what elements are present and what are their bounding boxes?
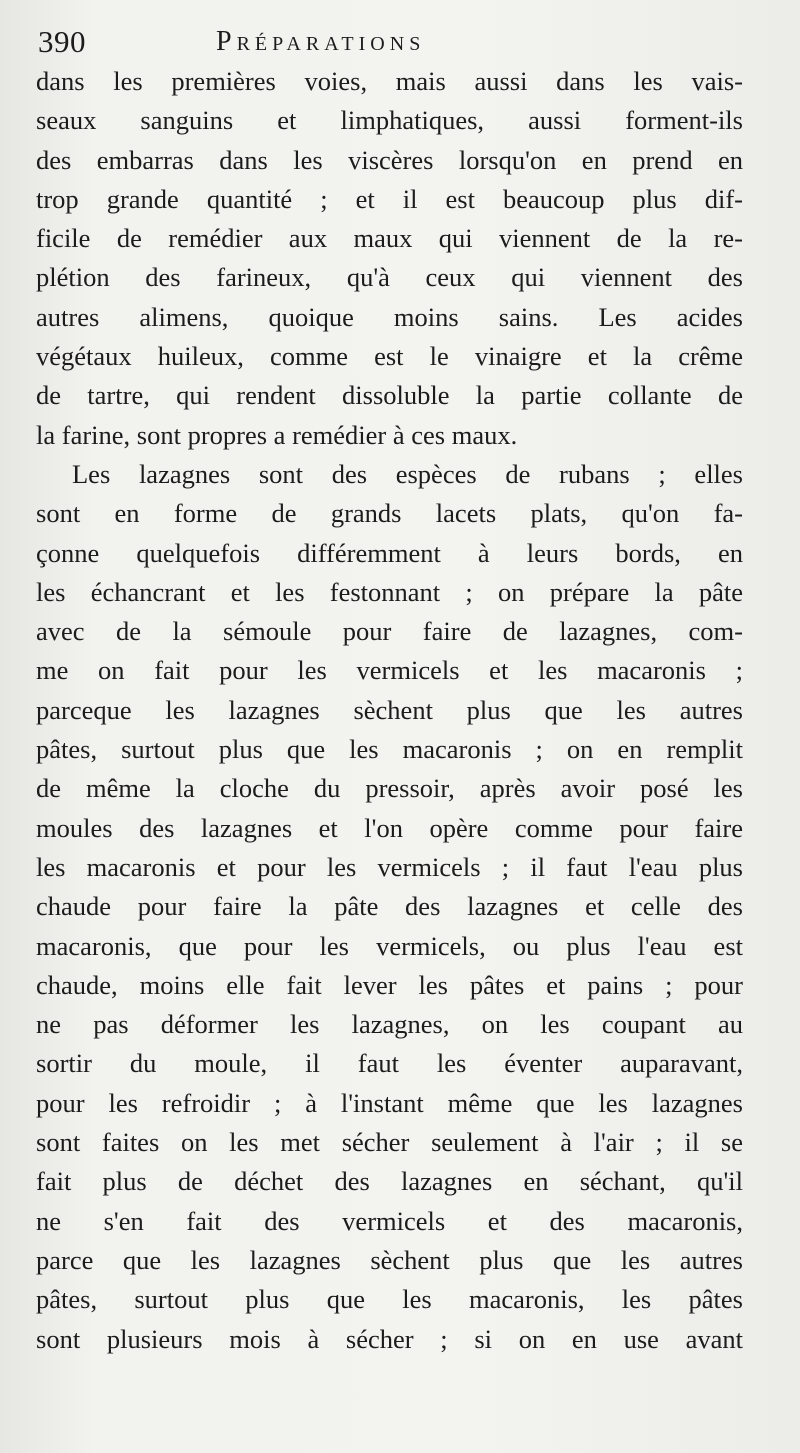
- text-line: dans les premières voies, mais aussi dans les vais-: [36, 66, 743, 96]
- text-line: seaux sanguins et limphatiques, aussi forment-ils: [36, 105, 743, 136]
- text-line: me on fait pour les vermicels et les macaronis ;: [36, 655, 743, 686]
- text-line: la farine, sont propres a remédier à ces maux.: [36, 419, 518, 450]
- text-line: les échancrant et les festonnant ; on prépare la pâte: [36, 576, 743, 607]
- running-title: Préparations: [216, 26, 426, 57]
- text-line: pour les refroidir ; à l'instant même que les lazagnes: [36, 1087, 743, 1118]
- text-line: sortir du moule, il faut les éventer auparavant,: [36, 1048, 743, 1079]
- text-line: ne pas déformer les lazagnes, on les coupant au: [36, 1009, 743, 1040]
- text-line: trop grande quantité ; et il est beaucoup plus dif-: [36, 183, 743, 214]
- text-line: chaude pour faire la pâte des lazagnes et celle des: [36, 891, 743, 922]
- text-line: végétaux huileux, comme est le vinaigre et la crême: [36, 341, 743, 372]
- running-head: [38, 20, 743, 64]
- text-line: pâtes, surtout plus que les macaronis ; on en remplit: [36, 734, 743, 765]
- text-line: autres alimens, quoique moins sains. Les acides: [36, 301, 743, 332]
- text-line: macaronis, que pour les vermicels, ou plus l'eau est: [36, 930, 743, 961]
- text-line: sont en forme de grands lacets plats, qu'on fa-: [36, 498, 743, 529]
- text-line: chaude, moins elle fait lever les pâtes et pains ; pour: [36, 969, 743, 1000]
- page-number: 390: [38, 24, 86, 59]
- text-line: sont faites on les met sécher seulement à l'air ; il se: [36, 1127, 743, 1158]
- text-line: çonne quelquefois différemment à leurs bords, en: [36, 537, 743, 568]
- text-line: moules des lazagnes et l'on opère comme pour faire: [36, 812, 743, 843]
- text-line: avec de la sémoule pour faire de lazagnes, com-: [36, 616, 743, 647]
- text-line: parceque les lazagnes sèchent plus que les autres: [36, 694, 743, 725]
- text-line: ne s'en fait des vermicels et des macaronis,: [36, 1205, 743, 1236]
- text-line: des embarras dans les viscères lorsqu'on en prend en: [36, 144, 743, 175]
- paragraph-start-line: Les lazagnes sont des espèces de rubans ; elles: [72, 458, 743, 489]
- body-text: [36, 62, 743, 1359]
- text-line: sont plusieurs mois à sécher ; si on en use avant: [36, 1323, 743, 1354]
- text-line: de même la cloche du pressoir, après avoir posé les: [36, 773, 743, 804]
- text-line: les macaronis et pour les vermicels ; il faut l'eau plus: [36, 851, 743, 882]
- text-line: de tartre, qui rendent dissoluble la partie collante de: [36, 380, 743, 411]
- text-line: ficile de remédier aux maux qui viennent de la re-: [36, 223, 743, 254]
- text-line: plétion des farineux, qu'à ceux qui viennent des: [36, 262, 743, 293]
- text-line: pâtes, surtout plus que les macaronis, les pâtes: [36, 1284, 743, 1315]
- text-line: fait plus de déchet des lazagnes en séchant, qu'il: [36, 1166, 743, 1197]
- text-line: parce que les lazagnes sèchent plus que les autres: [36, 1244, 743, 1275]
